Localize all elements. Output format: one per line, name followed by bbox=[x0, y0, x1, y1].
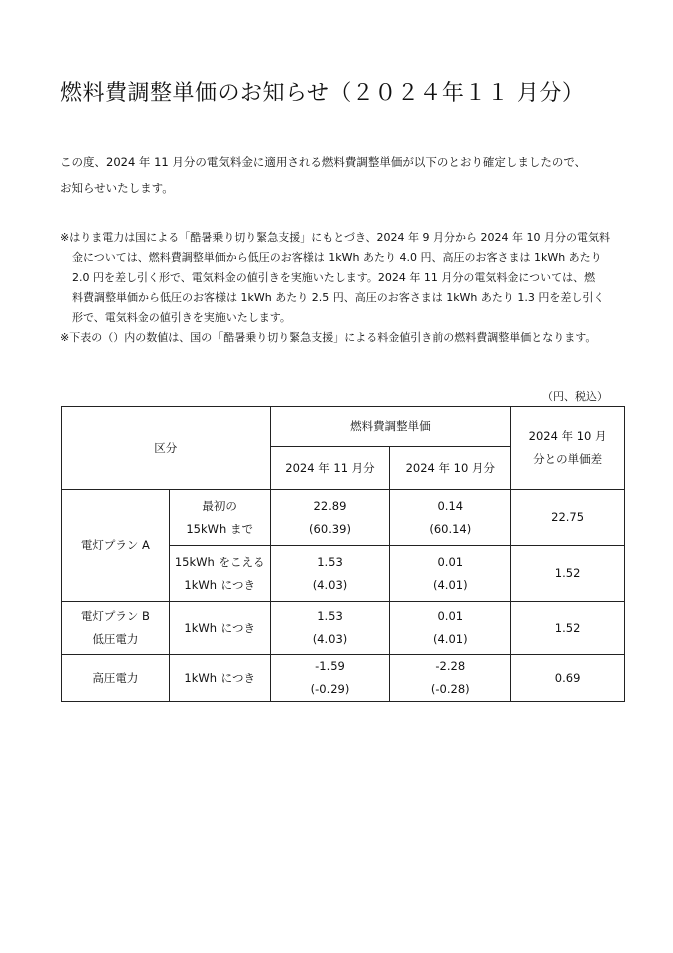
row-sublabel bbox=[169, 546, 270, 602]
sublabel-line: 15kWh まで bbox=[186, 521, 253, 536]
header-diff-line: 分との単価差 bbox=[533, 452, 603, 466]
cell-diff: 22.75 bbox=[511, 490, 625, 546]
table-header-row bbox=[62, 407, 625, 447]
cell-oct bbox=[390, 655, 511, 702]
value-pre-discount: (4.03) bbox=[312, 632, 348, 646]
note-line: 料費調整単価から低圧のお客様は 1kWh あたり 2.5 円、高圧のお客さまは 1kWh あたり 1.3 円を差し引く bbox=[72, 291, 605, 304]
value-pre-discount: (-0.29) bbox=[310, 682, 350, 696]
cell-nov bbox=[270, 602, 390, 655]
cell-oct bbox=[390, 490, 511, 546]
value-pre-discount: (60.39) bbox=[309, 521, 351, 536]
cell-nov bbox=[270, 490, 390, 546]
intro-line: お知らせいたします。 bbox=[60, 181, 174, 195]
cell-diff: 0.69 bbox=[511, 655, 625, 702]
sublabel-line: 1kWh につき bbox=[184, 577, 255, 592]
value-pre-discount: (-0.28) bbox=[430, 682, 470, 696]
intro-paragraph bbox=[60, 149, 630, 201]
value: 0.01 bbox=[437, 609, 464, 623]
row-sublabel: 1kWh につき bbox=[169, 655, 270, 702]
header-oct: 2024 年 10 月分 bbox=[390, 447, 511, 490]
sublabel-line: 15kWh をこえる bbox=[174, 554, 265, 569]
notes bbox=[60, 228, 630, 348]
note-line: ※下表の（）内の数値は、国の「酷暑乗り切り緊急支援」による料金値引き前の燃料費調整単価となります。 bbox=[60, 331, 597, 344]
cell-oct bbox=[390, 546, 511, 602]
value: 22.89 bbox=[313, 498, 347, 513]
cell-nov bbox=[270, 655, 390, 702]
intro-line: この度、2024 年 11 月分の電気料金に適用される燃料費調整単価が以下のとおり確定しましたので、 bbox=[60, 155, 587, 169]
header-diff-line: 2024 年 10 月 bbox=[528, 429, 607, 443]
note-line: 2.0 円を差し引く形で、電気料金の値引きを実施いたします。2024 年 11 月分の電気料金については、燃 bbox=[72, 271, 596, 284]
unit-label: （円、税込） bbox=[542, 390, 608, 403]
header-diff bbox=[511, 407, 625, 490]
value-pre-discount: (4.01) bbox=[432, 632, 468, 646]
value: 0.01 bbox=[437, 554, 464, 569]
table-row bbox=[62, 490, 625, 546]
value-pre-discount: (4.01) bbox=[432, 577, 468, 592]
row-label-high-voltage: 高圧電力 bbox=[62, 655, 170, 702]
header-category: 区分 bbox=[62, 407, 271, 490]
value-pre-discount: (60.14) bbox=[429, 521, 472, 536]
row-label-plan-a: 電灯プラン A bbox=[62, 490, 170, 602]
table-row bbox=[62, 602, 625, 655]
row-sublabel: 1kWh につき bbox=[169, 602, 270, 655]
cell-oct bbox=[390, 602, 511, 655]
row-sublabel bbox=[169, 490, 270, 546]
header-fuel-adjustment: 燃料費調整単価 bbox=[270, 407, 511, 447]
fuel-adjustment-table bbox=[61, 406, 625, 702]
sublabel-line: 最初の bbox=[202, 498, 237, 513]
value: 1.53 bbox=[317, 554, 343, 569]
header-nov: 2024 年 11 月分 bbox=[270, 447, 390, 490]
cell-nov bbox=[270, 546, 390, 602]
cell-diff: 1.52 bbox=[511, 546, 625, 602]
note-line: 形で、電気料金の値引きを実施いたします。 bbox=[72, 311, 291, 324]
cell-diff: 1.52 bbox=[511, 602, 625, 655]
note-line: ※はりま電力は国による「酷暑乗り切り緊急支援」にもとづき、2024 年 9 月分から 2024 年 10 月分の電気料 bbox=[60, 231, 611, 244]
row-label-plan-b bbox=[62, 602, 170, 655]
label-line: 低圧電力 bbox=[92, 632, 139, 646]
table-row bbox=[62, 655, 625, 702]
value: 1.53 bbox=[317, 609, 343, 623]
value: -2.28 bbox=[435, 659, 466, 673]
label-line: 電灯プラン B bbox=[80, 609, 150, 623]
page-title: 燃料費調整単価のお知らせ（２０２４年１１ 月分） bbox=[60, 81, 585, 106]
value: 0.14 bbox=[437, 498, 464, 513]
value-pre-discount: (4.03) bbox=[312, 577, 348, 592]
value: -1.59 bbox=[315, 659, 345, 673]
note-line: 金については、燃料費調整単価から低圧のお客様は 1kWh あたり 4.0 円、高圧のお客さまは 1kWh あたり bbox=[72, 251, 602, 264]
